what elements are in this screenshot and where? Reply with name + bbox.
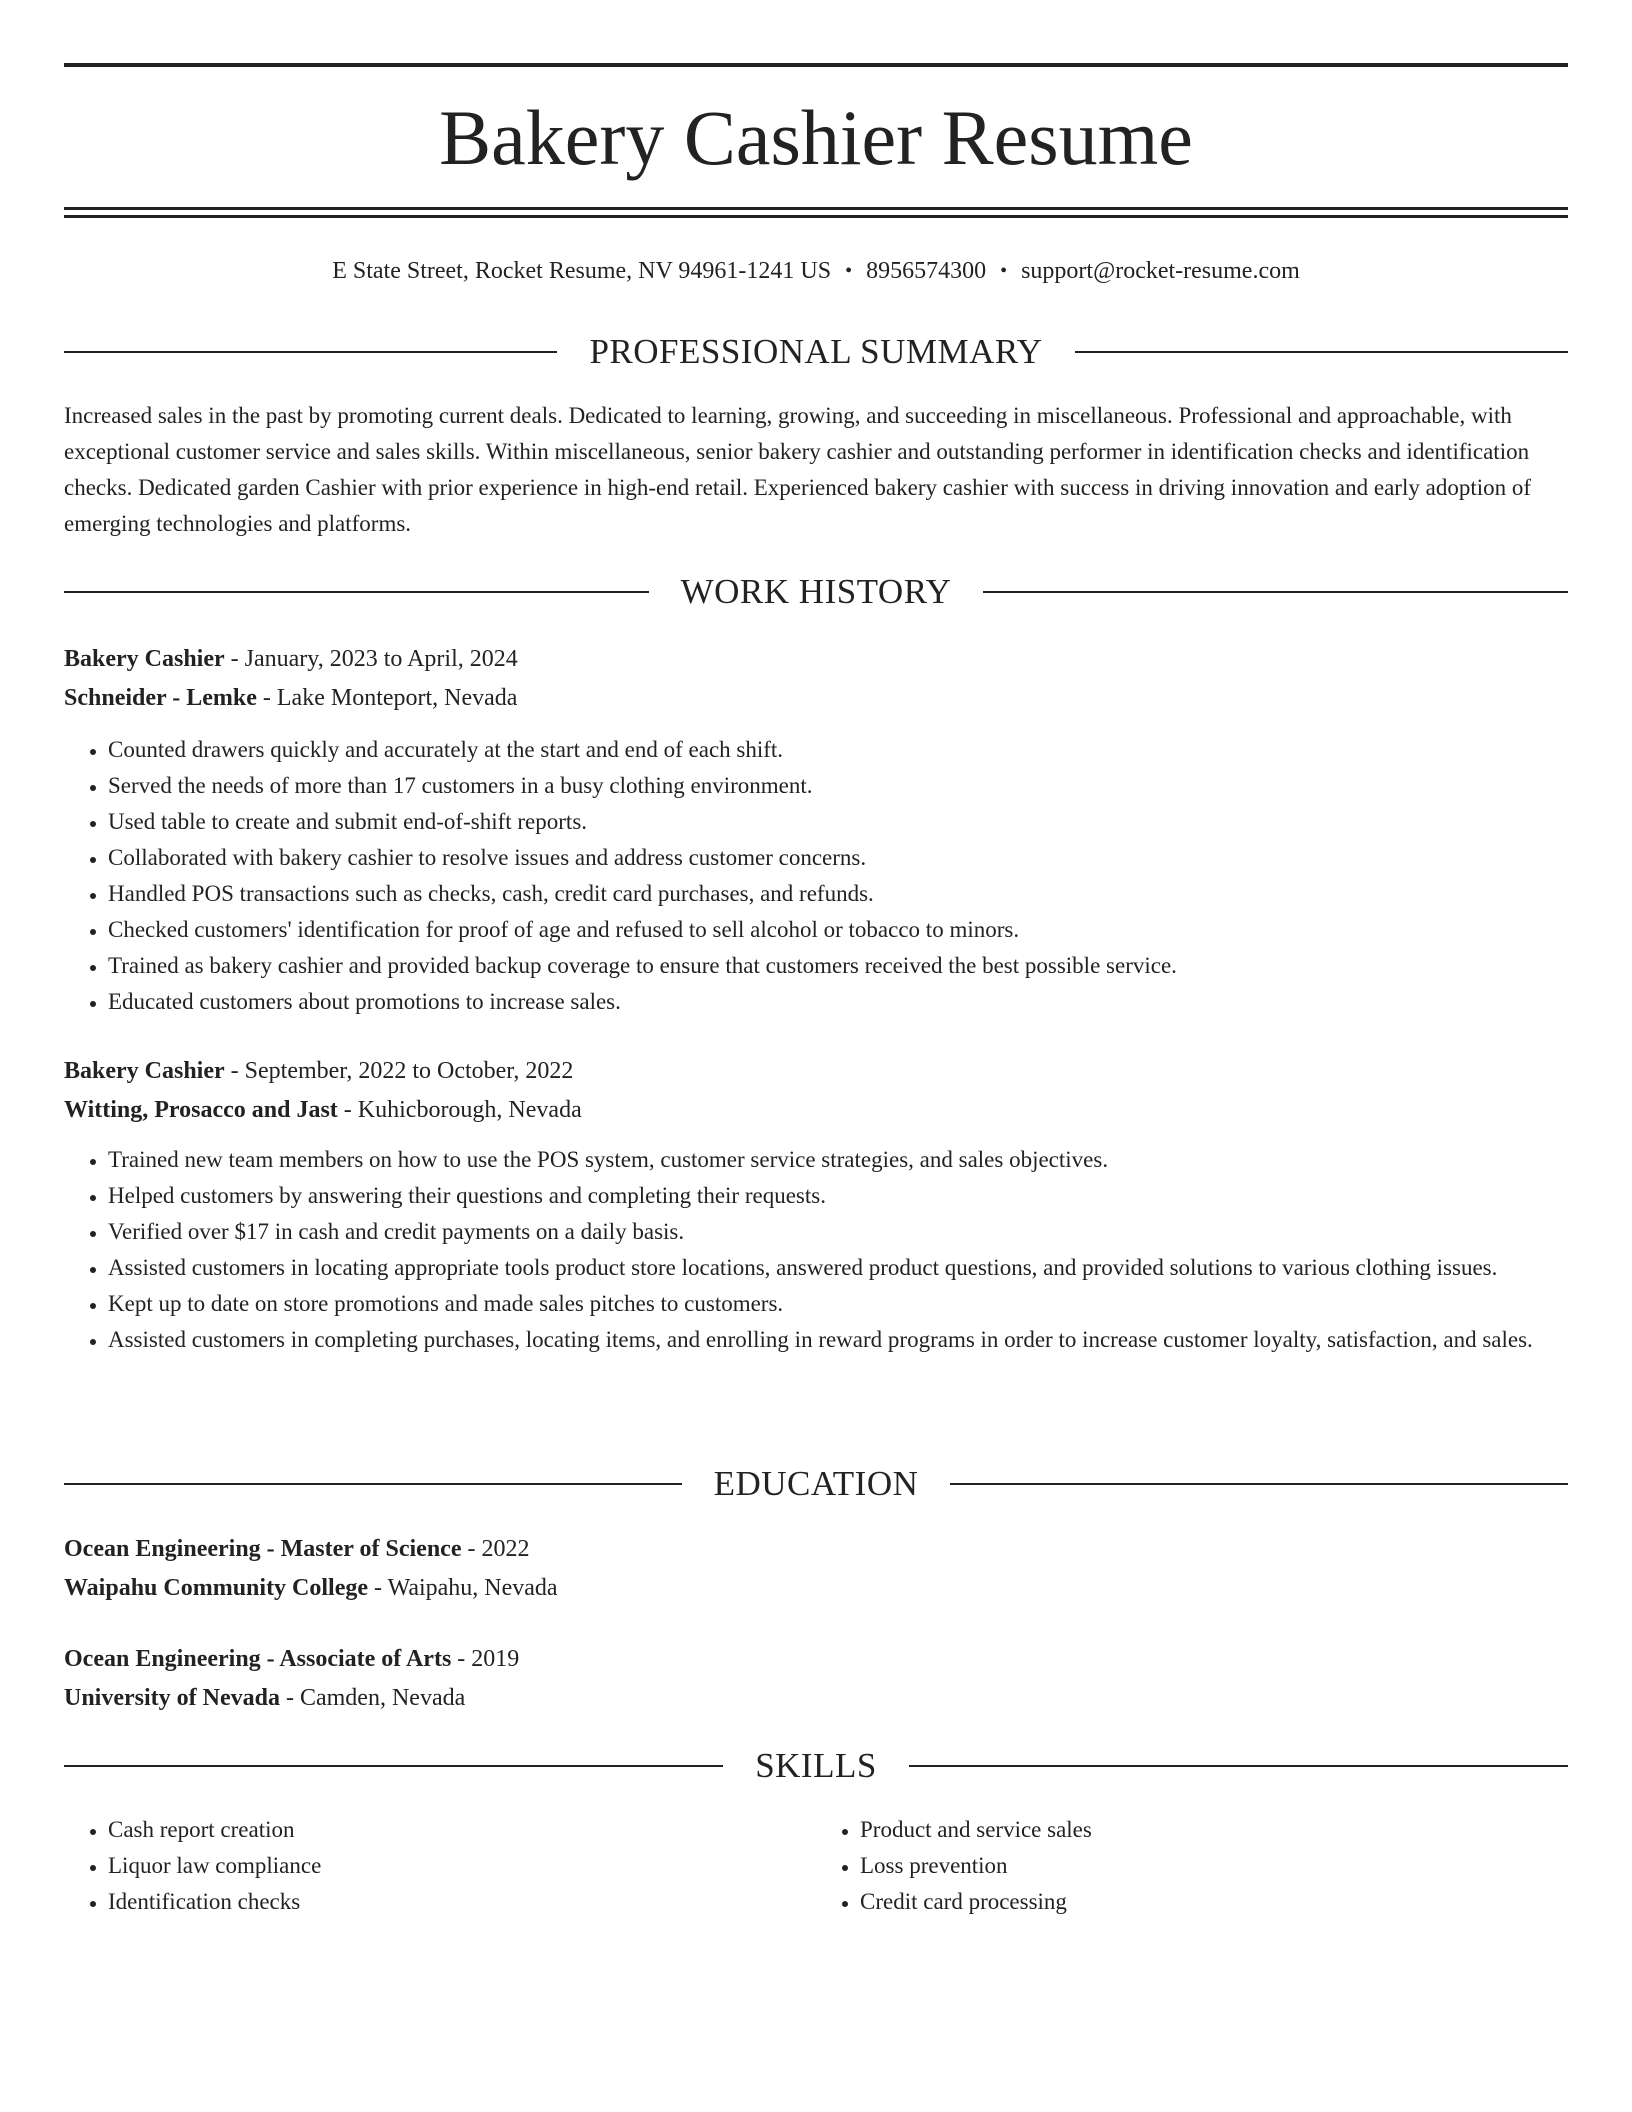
heading-rule-right bbox=[1075, 351, 1568, 353]
top-rule bbox=[64, 63, 1568, 67]
heading-rule-right bbox=[950, 1483, 1568, 1485]
contact-line bbox=[64, 254, 1568, 288]
list-item: • Checked customers' identification for proof of age and refused to sell alcohol or tobacco to minors. bbox=[108, 912, 1568, 948]
education-school-line bbox=[64, 1679, 1568, 1718]
skill-item: • Loss prevention bbox=[860, 1848, 1568, 1884]
job-company-line bbox=[64, 679, 1568, 718]
job-bullets bbox=[64, 732, 1568, 1020]
education-entry bbox=[64, 1640, 1568, 1718]
education-year: - 2019 bbox=[451, 1646, 520, 1672]
list-item: • Helped customers by answering their questions and completing their requests. bbox=[108, 1178, 1568, 1214]
list-item: • Trained as bakery cashier and provided backup coverage to ensure that customers received the best possible service. bbox=[108, 948, 1568, 984]
section-heading-summary bbox=[64, 330, 1568, 374]
list-item: • Verified over $17 in cash and credit payments on a daily basis. bbox=[108, 1214, 1568, 1250]
skill-item: • Product and service sales bbox=[860, 1812, 1568, 1848]
job-title-line bbox=[64, 640, 1568, 679]
section-heading-skills bbox=[64, 1744, 1568, 1788]
job-company: Schneider - Lemke bbox=[64, 685, 257, 711]
job-dates: - January, 2023 to April, 2024 bbox=[224, 646, 518, 672]
contact-address: E State Street, Rocket Resume, NV 94961-1241 US bbox=[332, 258, 832, 284]
job-title-line bbox=[64, 1052, 1568, 1091]
list-item: • Used table to create and submit end-of-shift reports. bbox=[108, 804, 1568, 840]
list-item: • Handled POS transactions such as checks, cash, credit card purchases, and refunds. bbox=[108, 876, 1568, 912]
list-item: • Assisted customers in locating appropriate tools product store locations, answered product questions, and provided solutions to various clothing issues. bbox=[108, 1250, 1568, 1286]
contact-separator: • bbox=[845, 260, 853, 282]
job-title: Bakery Cashier bbox=[64, 646, 225, 672]
skill-item: • Identification checks bbox=[108, 1884, 816, 1920]
contact-phone: 8956574300 bbox=[866, 258, 987, 284]
contact-email: support@rocket-resume.com bbox=[1021, 258, 1300, 284]
job-location: - Kuhicborough, Nevada bbox=[337, 1097, 582, 1123]
page-title: Bakery Cashier Resume bbox=[439, 94, 1193, 181]
list-item: • Educated customers about promotions to increase sales. bbox=[108, 984, 1568, 1020]
summary-text: Increased sales in the past by promoting current deals. Dedicated to learning, growing, and succeeding in miscellaneous. Professional and approachable, with exceptional customer service and sales skills. Within miscellaneous, senior bakery cashier and outstanding performer in identification checks and identification checks. Dedicated garden Cashier with prior experience in high-end retail. Experienced bakery cashier with success in driving innovation and early adoption of emerging technologies and platforms. bbox=[64, 403, 1532, 536]
job-location: - Lake Monteport, Nevada bbox=[256, 685, 518, 711]
job-entry bbox=[64, 640, 1568, 1020]
education-location: - Waipahu, Nevada bbox=[368, 1575, 558, 1601]
education-degree-line bbox=[64, 1640, 1568, 1679]
section-heading-work bbox=[64, 570, 1568, 614]
heading-rule-right bbox=[983, 591, 1568, 593]
list-item: • Assisted customers in completing purchases, locating items, and enrolling in reward programs in order to increase customer loyalty, satisfaction, and sales. bbox=[108, 1322, 1568, 1358]
heading-rule-left bbox=[64, 1765, 723, 1767]
title-rule-lower bbox=[64, 215, 1568, 218]
job-entry bbox=[64, 1052, 1568, 1358]
job-title: Bakery Cashier bbox=[64, 1058, 225, 1084]
heading-rule-left bbox=[64, 1483, 682, 1485]
job-company-line bbox=[64, 1091, 1568, 1130]
skills-column-right bbox=[816, 1812, 1568, 1920]
heading-rule-left bbox=[64, 591, 649, 593]
skill-item: • Liquor law compliance bbox=[108, 1848, 816, 1884]
skills-list bbox=[64, 1812, 1568, 1920]
education-school-line bbox=[64, 1569, 1568, 1608]
list-item: • Counted drawers quickly and accurately at the start and end of each shift. bbox=[108, 732, 1568, 768]
job-bullets bbox=[64, 1142, 1568, 1358]
education-year: - 2022 bbox=[461, 1536, 530, 1562]
section-title: PROFESSIONAL SUMMARY bbox=[589, 332, 1043, 371]
section-heading-education bbox=[64, 1462, 1568, 1506]
skill-item: • Cash report creation bbox=[108, 1812, 816, 1848]
education-degree: Ocean Engineering - Master of Science bbox=[64, 1536, 462, 1562]
skill-item: • Credit card processing bbox=[860, 1884, 1568, 1920]
title-rule-upper bbox=[64, 207, 1568, 210]
education-school: Waipahu Community College bbox=[64, 1575, 369, 1601]
list-item: • Served the needs of more than 17 customers in a busy clothing environment. bbox=[108, 768, 1568, 804]
skills-column-left bbox=[64, 1812, 816, 1920]
education-degree: Ocean Engineering - Associate of Arts bbox=[64, 1646, 452, 1672]
education-degree-line bbox=[64, 1530, 1568, 1569]
list-item: • Collaborated with bakery cashier to resolve issues and address customer concerns. bbox=[108, 840, 1568, 876]
section-title: WORK HISTORY bbox=[680, 572, 952, 611]
heading-rule-right bbox=[909, 1765, 1568, 1767]
heading-rule-left bbox=[64, 351, 557, 353]
education-school: University of Nevada bbox=[64, 1685, 280, 1711]
section-title: EDUCATION bbox=[713, 1464, 919, 1503]
section-title: SKILLS bbox=[755, 1746, 877, 1785]
list-item: • Trained new team members on how to use the POS system, customer service strategies, and sales objectives. bbox=[108, 1142, 1568, 1178]
job-dates: - September, 2022 to October, 2022 bbox=[224, 1058, 574, 1084]
education-location: - Camden, Nevada bbox=[279, 1685, 466, 1711]
list-item: • Kept up to date on store promotions and made sales pitches to customers. bbox=[108, 1286, 1568, 1322]
job-company: Witting, Prosacco and Jast bbox=[64, 1097, 338, 1123]
contact-separator: • bbox=[1000, 260, 1008, 282]
education-entry bbox=[64, 1530, 1568, 1608]
